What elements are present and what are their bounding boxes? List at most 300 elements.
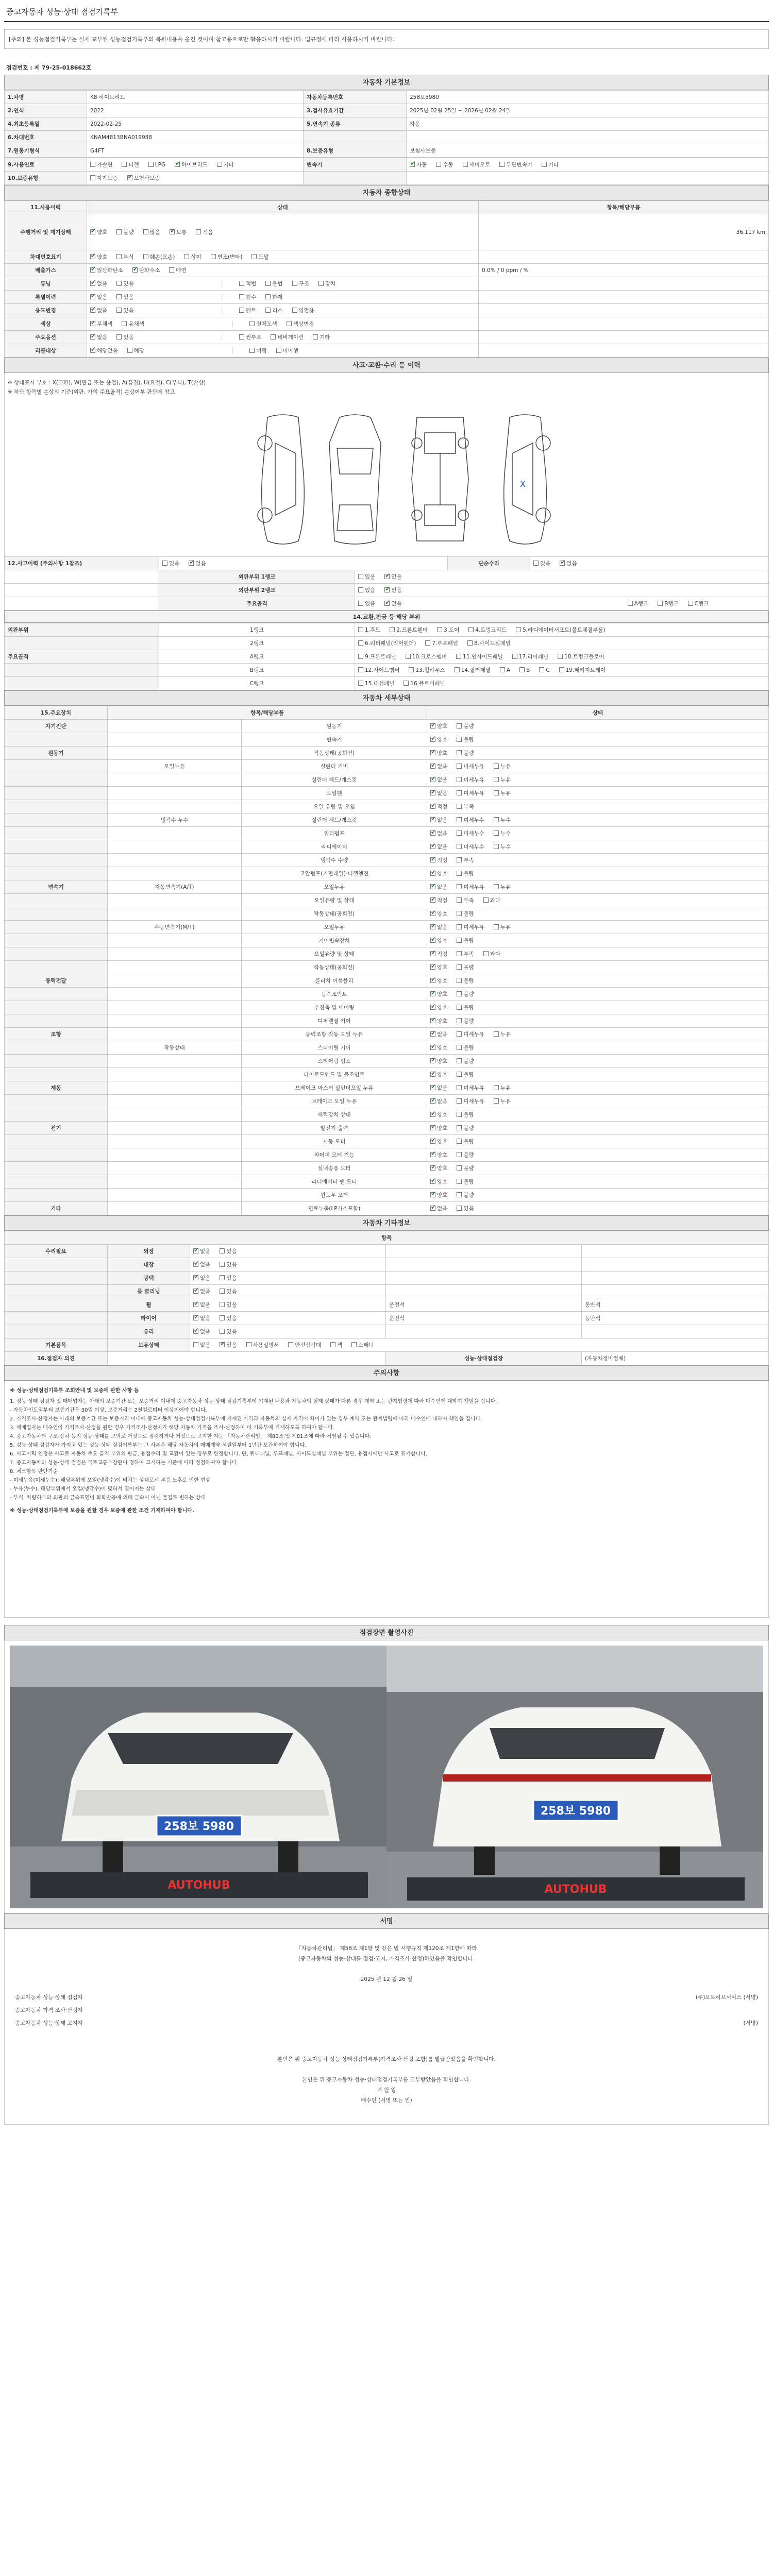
detail-checkbox[interactable] — [457, 897, 462, 903]
detail-option-label: 불량 — [463, 1045, 474, 1051]
detail-checkbox[interactable] — [457, 991, 462, 996]
overall-item-checkbox[interactable] — [90, 294, 95, 299]
detail-option-label: 양호 — [437, 1018, 448, 1024]
detail-checkbox[interactable] — [483, 951, 489, 956]
overall-sub-checkbox[interactable] — [239, 308, 244, 313]
part-checkbox[interactable] — [558, 654, 563, 659]
detail-checkbox[interactable] — [457, 1005, 462, 1010]
detail-checkbox[interactable] — [494, 764, 499, 769]
part-checkbox[interactable] — [539, 667, 544, 672]
detail-state — [427, 1068, 769, 1081]
detail-group — [5, 947, 108, 961]
sign-date: 2025 년 12 월 26 일 — [360, 1976, 413, 1982]
detail-state — [427, 787, 769, 800]
extra-mid — [386, 1245, 582, 1258]
extra-checkbox[interactable] — [193, 1329, 198, 1334]
detail-checkbox[interactable] — [430, 1045, 435, 1050]
detail-item: 연료누출(LP가스포함) — [242, 1202, 427, 1215]
basic-options-table — [4, 158, 769, 185]
overall-sub-checkbox[interactable] — [276, 348, 281, 353]
part-checkbox[interactable] — [437, 627, 442, 632]
detail-checkbox[interactable] — [430, 857, 435, 862]
transmission-checkbox[interactable] — [463, 162, 468, 167]
accident-history-checkbox[interactable] — [189, 561, 194, 566]
vin-checkbox[interactable] — [143, 254, 148, 259]
overall-item-checkbox[interactable] — [116, 281, 122, 286]
detail-checkbox[interactable] — [494, 831, 499, 836]
detail-checkbox[interactable] — [457, 1072, 462, 1077]
transmission-option-label: 수동 — [443, 162, 453, 168]
detail-checkbox[interactable] — [430, 1125, 435, 1130]
basic-item-checkbox[interactable] — [351, 1342, 357, 1347]
detail-row — [5, 894, 769, 907]
detail-option-label: 없음 — [437, 1206, 448, 1212]
detail-checkbox[interactable] — [457, 871, 462, 876]
detail-group — [5, 1001, 108, 1014]
vin-checkbox[interactable] — [211, 254, 216, 259]
part-checkbox[interactable] — [467, 640, 473, 646]
detail-checkbox[interactable] — [457, 1152, 462, 1157]
detail-checkbox[interactable] — [483, 897, 489, 903]
detail-option-label: 없음 — [437, 1098, 448, 1105]
transmission-checkbox[interactable] — [499, 162, 505, 167]
detail-option-label: 없음 — [437, 844, 448, 850]
overall-sub-option — [239, 334, 261, 341]
detail-option — [457, 911, 474, 917]
extra-right — [582, 1325, 769, 1338]
rank-checkbox[interactable] — [384, 587, 390, 592]
detail-checkbox[interactable] — [430, 844, 435, 849]
detail-option-label: 누유 — [500, 1085, 511, 1091]
part-checkbox[interactable] — [358, 627, 363, 632]
basic-row — [5, 131, 769, 144]
mileage-option — [90, 229, 107, 235]
detail-checkbox[interactable] — [457, 1098, 462, 1104]
detail-row — [5, 867, 769, 880]
detail-checkbox[interactable] — [457, 951, 462, 956]
fuel-checkbox[interactable] — [148, 162, 154, 167]
detail-checkbox[interactable] — [457, 1179, 462, 1184]
detail-checkbox[interactable] — [430, 1179, 435, 1184]
detail-checkbox[interactable] — [430, 1192, 435, 1197]
buyer-signature: 매수인 (서명 또는 인) — [361, 2097, 412, 2104]
detail-option — [457, 1031, 484, 1038]
extra-checkbox[interactable] — [220, 1275, 225, 1280]
detail-checkbox[interactable] — [430, 871, 435, 876]
extra-checkbox[interactable] — [220, 1248, 225, 1253]
overall-sub-checkbox[interactable] — [265, 294, 271, 299]
overall-sub2-checkbox[interactable] — [318, 281, 324, 286]
overall-item-checkbox[interactable] — [90, 281, 95, 286]
transmission-checkbox[interactable] — [410, 162, 415, 167]
detail-checkbox[interactable] — [430, 978, 435, 983]
detail-checkbox[interactable] — [494, 1085, 499, 1090]
mileage-checkbox[interactable] — [116, 229, 122, 234]
overall-sub-option — [287, 321, 314, 327]
extra-header: 자동차 기타정보 — [4, 1215, 769, 1231]
overall-sub-checkbox[interactable] — [249, 348, 255, 353]
detail-checkbox[interactable] — [430, 897, 435, 903]
extra-checkbox[interactable] — [220, 1289, 225, 1294]
extra-checkbox[interactable] — [193, 1315, 198, 1320]
detail-checkbox[interactable] — [494, 777, 499, 782]
detail-checkbox[interactable] — [457, 1139, 462, 1144]
detail-checkbox[interactable] — [457, 924, 462, 929]
detail-checkbox[interactable] — [457, 723, 462, 728]
confirm-line-2: 본인은 위 중고자동차 성능·상태점검기록부를 교부받았음을 확인합니다. — [302, 2077, 471, 2083]
detail-checkbox[interactable] — [457, 938, 462, 943]
vin-checkbox[interactable] — [116, 254, 122, 259]
basic-item-checkbox[interactable] — [193, 1342, 198, 1347]
detail-checkbox[interactable] — [494, 844, 499, 849]
part-option-label: 7.루프패널 — [432, 640, 458, 647]
detail-checkbox[interactable] — [430, 1206, 435, 1211]
extra-option — [220, 1315, 237, 1321]
detail-row — [5, 1108, 769, 1122]
detail-checkbox[interactable] — [430, 1058, 435, 1063]
overall-item-parts — [479, 344, 769, 358]
detail-checkbox[interactable] — [457, 884, 462, 889]
rear-car-photo — [386, 1646, 763, 1908]
overall-sub-checkbox[interactable] — [265, 281, 271, 286]
detail-checkbox[interactable] — [457, 817, 462, 822]
detail-checkbox[interactable] — [430, 964, 435, 970]
overall-sub-checkbox[interactable] — [292, 308, 297, 313]
mileage-checkbox[interactable] — [170, 229, 175, 234]
detail-checkbox[interactable] — [457, 750, 462, 755]
overall-sub-checkbox[interactable] — [313, 334, 318, 340]
car-diagram — [4, 402, 769, 556]
detail-checkbox[interactable] — [430, 911, 435, 916]
detail-checkbox[interactable] — [457, 790, 462, 795]
part-checkbox[interactable] — [512, 654, 517, 659]
overall-item-checkbox[interactable] — [116, 294, 122, 299]
overall-sub-checkbox[interactable] — [265, 308, 271, 313]
detail-row — [5, 1202, 769, 1215]
detail-checkbox[interactable] — [457, 777, 462, 782]
vin-option — [211, 254, 243, 260]
overall-sub-checkbox[interactable] — [249, 321, 255, 326]
rank-grade-checkbox[interactable] — [658, 601, 663, 606]
emission-label: 배출가스 — [5, 264, 87, 277]
detail-option — [457, 790, 484, 796]
detail-checkbox[interactable] — [430, 1165, 435, 1171]
extra-item: 타이어 — [108, 1312, 190, 1325]
detail-checkbox[interactable] — [430, 951, 435, 956]
basic-item-checkbox[interactable] — [288, 1342, 293, 1347]
inspector-signature: (주)오토허브서비스 (서명) — [695, 1994, 758, 2001]
part-checkbox[interactable] — [516, 627, 521, 632]
detail-checkbox[interactable] — [430, 1152, 435, 1157]
basic-item-checkbox[interactable] — [246, 1342, 251, 1347]
detail-checkbox[interactable] — [430, 1018, 435, 1023]
detail-checkbox[interactable] — [430, 777, 435, 782]
basic-item-checkbox[interactable] — [330, 1342, 335, 1347]
detail-option — [457, 804, 474, 810]
overall-sub-checkbox[interactable] — [239, 294, 244, 299]
fuel-checkbox[interactable] — [175, 162, 180, 167]
detail-subgroup — [108, 1068, 242, 1081]
detail-checkbox[interactable] — [457, 1125, 462, 1130]
detail-checkbox[interactable] — [430, 924, 435, 929]
overall-sub2-checkbox[interactable] — [292, 281, 297, 286]
detail-option-label: 양호 — [437, 1058, 448, 1064]
emission-checkbox[interactable] — [132, 267, 138, 273]
overall-item-checkbox[interactable] — [116, 308, 122, 313]
detail-row — [5, 907, 769, 921]
overall-item-checkbox[interactable] — [90, 308, 95, 313]
detail-checkbox[interactable] — [430, 1085, 435, 1090]
extra-checkbox[interactable] — [193, 1248, 198, 1253]
detail-checkbox[interactable] — [457, 1045, 462, 1050]
detail-option-label: 누수 — [500, 817, 511, 823]
fuel-option — [148, 162, 165, 168]
extra-checkbox[interactable] — [193, 1302, 198, 1307]
warranty-checkbox[interactable] — [90, 175, 95, 180]
basic-label: 3.검사유효기간 — [304, 104, 407, 117]
overall-sub-checkbox[interactable] — [287, 321, 292, 326]
extra-checkbox[interactable] — [220, 1329, 225, 1334]
detail-checkbox[interactable] — [430, 750, 435, 755]
detail-row — [5, 880, 769, 894]
extra-mid: 운전석 — [386, 1298, 582, 1312]
fuel-option — [217, 162, 234, 168]
detail-option-label: 미세누수 — [463, 817, 484, 823]
mileage-option-label: 적음 — [203, 229, 213, 235]
detail-checkbox[interactable] — [457, 964, 462, 970]
detail-checkbox[interactable] — [430, 884, 435, 889]
detail-checkbox[interactable] — [457, 1206, 462, 1211]
notice-line: 3. 매매업자는 매수인이 가격조사·산정을 원할 경우 가격조사·산정자가 해당 자동차 가격을 조사·산정하여 이 기록부에 기재하도록 하여야 합니다. — [10, 1425, 335, 1431]
detail-option-label: 적정 — [437, 951, 448, 957]
detail-checkbox[interactable] — [494, 924, 499, 929]
overall-sub-option — [276, 348, 298, 354]
extra-col-item: 항목 — [5, 1231, 769, 1245]
simple-repair-checkbox[interactable] — [533, 561, 539, 566]
detail-checkbox[interactable] — [430, 1139, 435, 1144]
extra-checkbox[interactable] — [220, 1302, 225, 1307]
rank-grade-checkbox[interactable] — [688, 601, 693, 606]
detail-checkbox[interactable] — [494, 1031, 499, 1037]
extra-option — [220, 1275, 237, 1281]
notice-line: 7. 중고자동차의 성능·상태 점검은 국토교통부장관이 정하여 고시하는 기준에 따라 점검하여야 합니다. — [10, 1460, 239, 1466]
rank-checkbox[interactable] — [358, 574, 363, 579]
part-checkbox[interactable] — [455, 667, 460, 672]
detail-option-label: 없음 — [437, 777, 448, 783]
detail-checkbox[interactable] — [430, 831, 435, 836]
transmission-option-label: 자동 — [416, 162, 427, 168]
detail-checkbox[interactable] — [494, 790, 499, 795]
simple-repair-checkbox[interactable] — [560, 561, 565, 566]
detail-checkbox[interactable] — [430, 1112, 435, 1117]
overall-sub-checkbox[interactable] — [271, 334, 276, 340]
detail-checkbox[interactable] — [457, 1031, 462, 1037]
emission-checkbox[interactable] — [90, 267, 95, 273]
part-checkbox[interactable] — [425, 640, 430, 646]
detail-checkbox[interactable] — [430, 817, 435, 822]
detail-group — [5, 733, 108, 747]
detail-state — [427, 894, 769, 907]
detail-checkbox[interactable] — [457, 911, 462, 916]
extra-checkbox[interactable] — [193, 1262, 198, 1267]
detail-state — [427, 747, 769, 760]
rank-checkbox[interactable] — [358, 601, 363, 606]
detail-option — [457, 1045, 474, 1051]
basic-value: 2022 — [87, 104, 304, 117]
detail-item: 작동상태(공회전) — [242, 907, 427, 921]
rank-checkbox[interactable] — [358, 587, 363, 592]
part-checkbox[interactable] — [358, 640, 363, 646]
detail-option — [430, 1139, 447, 1145]
overall-item-checkbox[interactable] — [90, 321, 95, 326]
detail-checkbox[interactable] — [430, 1005, 435, 1010]
detail-checkbox[interactable] — [457, 1058, 462, 1063]
overall-item-checkbox[interactable] — [116, 334, 122, 340]
transmission-checkbox[interactable] — [436, 162, 441, 167]
detail-checkbox[interactable] — [457, 737, 462, 742]
part-checkbox[interactable] — [500, 667, 505, 672]
extra-checkbox[interactable] — [193, 1275, 198, 1280]
detail-checkbox[interactable] — [430, 804, 435, 809]
overall-sub-option — [239, 281, 256, 287]
parts-row — [5, 637, 769, 650]
mileage-value: 36,117 km — [479, 214, 769, 250]
overall-sub-checkbox[interactable] — [239, 334, 244, 340]
accident-history-checkbox[interactable] — [162, 561, 167, 566]
part-checkbox[interactable] — [390, 627, 395, 632]
extra-checkbox[interactable] — [193, 1289, 198, 1294]
rank-checkbox[interactable] — [384, 574, 390, 579]
detail-state — [427, 800, 769, 814]
detail-checkbox[interactable] — [457, 831, 462, 836]
rank-checkbox[interactable] — [384, 601, 390, 606]
detail-checkbox[interactable] — [457, 978, 462, 983]
mileage-checkbox[interactable] — [90, 229, 95, 234]
part-checkbox[interactable] — [358, 681, 363, 686]
detail-checkbox[interactable] — [430, 764, 435, 769]
detail-item: 냉각수 수량 — [242, 854, 427, 867]
detail-option — [494, 831, 511, 837]
notice-line: 6. 사고이력 인정은 사고로 자동차 주요 골격 부위의 판금, 용접수리 및 교환이 있는 경우로 한정합니다. 단, 쿼터패널, 루프패널, 사이드실패널 부위는 절단, 용접시에만 사고로 표기합니다. — [10, 1451, 428, 1457]
detail-checkbox[interactable] — [494, 884, 499, 889]
detail-item: 브레이크 마스터 실린더오일 누유 — [242, 1081, 427, 1095]
overall-sub-checkbox[interactable] — [239, 281, 244, 286]
part-checkbox[interactable] — [559, 667, 564, 672]
mileage-checkbox[interactable] — [143, 229, 148, 234]
detail-checkbox[interactable] — [457, 1018, 462, 1023]
detail-checkbox[interactable] — [457, 1112, 462, 1117]
mileage-checkbox[interactable] — [196, 229, 201, 234]
detail-checkbox[interactable] — [430, 938, 435, 943]
mileage-option-label: 불량 — [123, 229, 134, 235]
detail-checkbox[interactable] — [457, 1192, 462, 1197]
rank-grade-option-label: B랭크 — [664, 601, 679, 607]
overall-item-option — [90, 334, 107, 341]
detail-checkbox[interactable] — [457, 1165, 462, 1171]
vin-checkbox[interactable] — [90, 254, 95, 259]
rank-grade-checkbox[interactable] — [628, 601, 633, 606]
extra-checkbox[interactable] — [220, 1315, 225, 1320]
fuel-checkbox[interactable] — [122, 162, 127, 167]
detail-checkbox[interactable] — [494, 1098, 499, 1104]
rank-label: 외판부위 1랭크 — [159, 570, 355, 584]
detail-checkbox[interactable] — [430, 1072, 435, 1077]
detail-option-label: 부족 — [463, 951, 474, 957]
detail-checkbox[interactable] — [457, 764, 462, 769]
overall-item-checkbox[interactable] — [90, 334, 95, 340]
detail-checkbox[interactable] — [430, 1098, 435, 1104]
transmission-option — [499, 162, 532, 168]
transmission-option-label: 기타 — [548, 162, 559, 168]
part-checkbox[interactable] — [468, 627, 474, 632]
basic-label: 8.보증유형 — [304, 144, 407, 158]
notice-line: - 미세누유(미세누수): 해당부위에 오일(냉각수)이 비치는 상태로서 부품 노후로 인한 현상 — [10, 1478, 211, 1483]
basic-value: 보험사보증 — [407, 144, 769, 158]
detail-checkbox[interactable] — [457, 804, 462, 809]
detail-checkbox[interactable] — [494, 817, 499, 822]
part-checkbox[interactable] — [358, 667, 363, 672]
emission-checkbox[interactable] — [169, 267, 174, 273]
detail-checkbox[interactable] — [430, 991, 435, 996]
overall-item-row — [5, 331, 769, 344]
detail-group — [5, 1041, 108, 1055]
part-checkbox[interactable] — [358, 654, 363, 659]
fuel-checkbox[interactable] — [217, 162, 222, 167]
detail-checkbox[interactable] — [430, 1031, 435, 1037]
basic-item-option-label: 스패너 — [358, 1342, 374, 1348]
detail-option — [457, 951, 474, 957]
extra-checkbox[interactable] — [220, 1262, 225, 1267]
detail-group — [5, 1148, 108, 1162]
part-checkbox[interactable] — [404, 681, 409, 686]
overall-item-checkbox[interactable] — [122, 321, 127, 326]
basic-items-sub: 보유상태 — [108, 1338, 190, 1352]
part-option — [519, 667, 530, 673]
detail-checkbox[interactable] — [457, 857, 462, 862]
fuel-option — [175, 162, 208, 168]
detail-checkbox[interactable] — [457, 1085, 462, 1090]
vin-checkbox[interactable] — [251, 254, 257, 259]
basic-item-checkbox[interactable] — [220, 1342, 225, 1347]
overall-item-checkbox[interactable] — [90, 348, 95, 353]
part-option — [358, 640, 416, 647]
parts-options — [355, 677, 769, 690]
extra-item: 룸 클리닝 — [108, 1285, 190, 1298]
vin-checkbox[interactable] — [184, 254, 189, 259]
detail-option-label: 불량 — [463, 1018, 474, 1024]
damage-mark-x: X — [520, 479, 526, 489]
overall-item-checkbox[interactable] — [127, 348, 132, 353]
detail-checkbox[interactable] — [430, 790, 435, 795]
detail-checkbox[interactable] — [457, 844, 462, 849]
part-checkbox[interactable] — [519, 667, 525, 672]
overall-item-option-label: 유채색 — [128, 321, 144, 327]
vin-option-label: 훼손(오손) — [149, 254, 175, 260]
detail-checkbox[interactable] — [430, 723, 435, 728]
part-checkbox[interactable] — [456, 654, 461, 659]
basic-row — [5, 104, 769, 117]
front-photo — [10, 1646, 386, 1908]
part-checkbox[interactable] — [409, 667, 414, 672]
transmission-checkbox[interactable] — [542, 162, 547, 167]
fuel-checkbox[interactable] — [90, 162, 95, 167]
extra-right — [582, 1245, 769, 1258]
warranty-checkbox[interactable] — [127, 175, 132, 180]
overall-sub2-option-label: 구조 — [298, 281, 309, 287]
part-checkbox[interactable] — [406, 654, 411, 659]
detail-checkbox[interactable] — [430, 737, 435, 742]
overall-item-label: 특별이력 — [5, 291, 87, 304]
